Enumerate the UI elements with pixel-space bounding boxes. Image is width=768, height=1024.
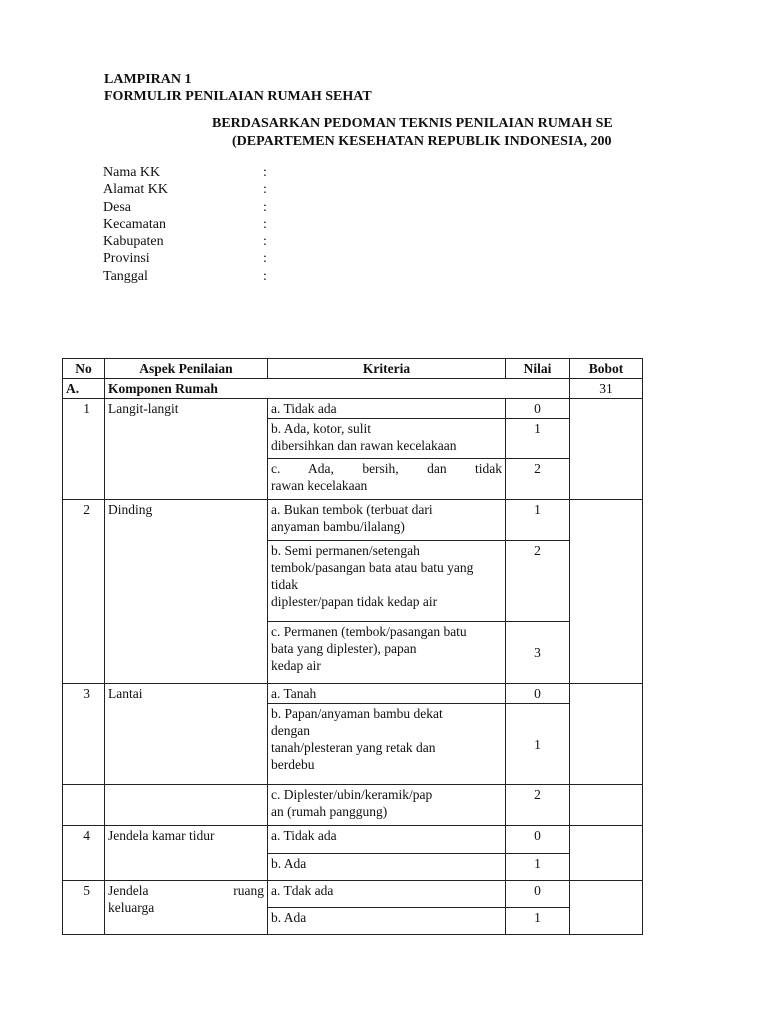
field-colon: : — [263, 165, 267, 180]
item-no: 3 — [63, 684, 105, 785]
field-colon: : — [263, 251, 267, 267]
criteria-line: tanah/plesteran yang retak dan — [271, 740, 436, 755]
section-bobot: 31 — [570, 379, 643, 399]
nilai-cell: 1 — [506, 419, 570, 459]
field-colon: : — [263, 199, 267, 215]
bobot-cell — [570, 826, 643, 881]
criteria-line: dibersihkan dan rawan kecelakaan — [271, 438, 457, 453]
nilai-cell: 1 — [506, 908, 570, 935]
criteria-line: b. Papan/anyaman bambu dekat — [271, 706, 443, 721]
field-nama-kk — [103, 164, 403, 181]
field-label: Desa — [103, 199, 131, 215]
criteria-line: c. Permanen (tembok/pasangan batu — [271, 624, 467, 639]
item-aspek: Jendela kamar tidur — [105, 826, 268, 881]
criteria-line: anyaman bambu/ilalang) — [271, 519, 405, 534]
nilai-cell: 0 — [506, 881, 570, 908]
nilai-cell: 3 — [506, 622, 570, 684]
field-kabupaten — [103, 233, 403, 250]
field-label: Provinsi — [103, 251, 150, 267]
subtitle-line-2: (DEPARTEMEN KESEHATAN REPUBLIK INDONESIA, 200 — [232, 134, 612, 149]
criteria-line: bata yang diplester), papan — [271, 641, 417, 656]
table-row — [63, 881, 643, 908]
header-bobot: Bobot — [570, 359, 643, 379]
criteria-cell: a. Tidak ada — [268, 826, 506, 854]
field-label: Nama KK — [103, 165, 161, 180]
appendix-label: LAMPIRAN 1 — [104, 72, 192, 87]
table-row — [63, 785, 643, 826]
criteria-line: kedap air — [271, 658, 321, 673]
criteria-cell — [268, 785, 506, 826]
item-no: 2 — [63, 500, 105, 684]
field-colon: : — [263, 216, 267, 232]
criteria-cell: b. Ada — [268, 908, 506, 935]
field-colon: : — [263, 182, 267, 198]
field-alamat-kk — [103, 181, 403, 198]
criteria-line: c. Diplester/ubin/keramik/pap — [271, 787, 433, 802]
assessment-table — [62, 358, 643, 935]
bobot-cell — [570, 500, 643, 684]
field-colon: : — [263, 268, 267, 284]
header-aspek: Aspek Penilaian — [105, 359, 268, 379]
field-kecamatan — [103, 216, 403, 233]
subtitle-line-1: BERDASARKAN PEDOMAN TEKNIS PENILAIAN RUMAH SE — [212, 116, 613, 131]
bobot-cell — [570, 785, 643, 826]
identity-fields — [103, 164, 403, 285]
empty-aspek-cell — [105, 785, 268, 826]
criteria-line: dengan — [271, 723, 310, 738]
bobot-cell — [570, 684, 643, 785]
field-tanggal — [103, 268, 403, 285]
item-aspek: Dinding — [105, 500, 268, 684]
criteria-line: tidak — [271, 577, 298, 592]
empty-no-cell — [63, 785, 105, 826]
nilai-cell: 1 — [506, 704, 570, 785]
header-no: No — [63, 359, 105, 379]
nilai-cell: 0 — [506, 684, 570, 704]
criteria-line: tembok/pasangan bata atau batu yang — [271, 560, 474, 575]
criteria-cell: a. Tdak ada — [268, 881, 506, 908]
criteria-cell — [268, 500, 506, 541]
nilai-cell: 1 — [506, 854, 570, 881]
criteria-line: berdebu — [271, 757, 315, 772]
section-code: A. — [63, 379, 105, 399]
criteria-cell — [268, 704, 506, 785]
criteria-line: rawan kecelakaan — [271, 478, 368, 493]
table-row — [63, 684, 643, 704]
bobot-cell — [570, 881, 643, 935]
criteria-line: b. Ada, kotor, sulit — [271, 421, 371, 436]
field-desa — [103, 199, 403, 216]
item-aspek: Langit-langit — [105, 399, 268, 500]
field-label: Kabupaten — [103, 234, 164, 250]
nilai-cell: 2 — [506, 785, 570, 826]
document-heading — [104, 71, 372, 105]
nilai-cell: 1 — [506, 500, 570, 541]
criteria-line: a. Bukan tembok (terbuat dari — [271, 502, 433, 517]
criteria-cell — [268, 541, 506, 622]
field-provinsi — [103, 250, 403, 267]
field-label: Alamat KK — [103, 182, 168, 198]
criteria-cell — [268, 419, 506, 459]
table-header-row — [63, 359, 643, 379]
field-label: Kecamatan — [103, 216, 166, 232]
section-title: Komponen Rumah — [105, 379, 570, 399]
header-kriteria: Kriteria — [268, 359, 506, 379]
nilai-cell: 0 — [506, 826, 570, 854]
bobot-cell — [570, 399, 643, 500]
criteria-line: c. Ada, bersih, dan tidak — [271, 461, 502, 476]
table-row — [63, 826, 643, 854]
criteria-cell — [268, 459, 506, 500]
aspek-line: keluarga — [108, 900, 155, 915]
criteria-cell: b. Ada — [268, 854, 506, 881]
nilai-cell: 2 — [506, 541, 570, 622]
aspek-line: Jendela ruang — [108, 883, 264, 898]
field-colon: : — [263, 234, 267, 250]
criteria-cell — [268, 622, 506, 684]
nilai-cell: 2 — [506, 459, 570, 500]
item-no: 4 — [63, 826, 105, 881]
item-aspek — [105, 881, 268, 935]
criteria-line: diplester/papan tidak kedap air — [271, 594, 438, 609]
section-row — [63, 379, 643, 399]
item-no: 1 — [63, 399, 105, 500]
form-title: FORMULIR PENILAIAN RUMAH SEHAT — [104, 89, 372, 104]
criteria-line: b. Semi permanen/setengah — [271, 543, 420, 558]
header-nilai: Nilai — [506, 359, 570, 379]
table-row — [63, 399, 643, 419]
item-aspek: Lantai — [105, 684, 268, 785]
nilai-cell: 0 — [506, 399, 570, 419]
item-no: 5 — [63, 881, 105, 935]
criteria-line: an (rumah panggung) — [271, 804, 388, 819]
field-label: Tanggal — [103, 268, 148, 284]
criteria-cell: a. Tanah — [268, 684, 506, 704]
table-row — [63, 500, 643, 541]
criteria-cell: a. Tidak ada — [268, 399, 506, 419]
